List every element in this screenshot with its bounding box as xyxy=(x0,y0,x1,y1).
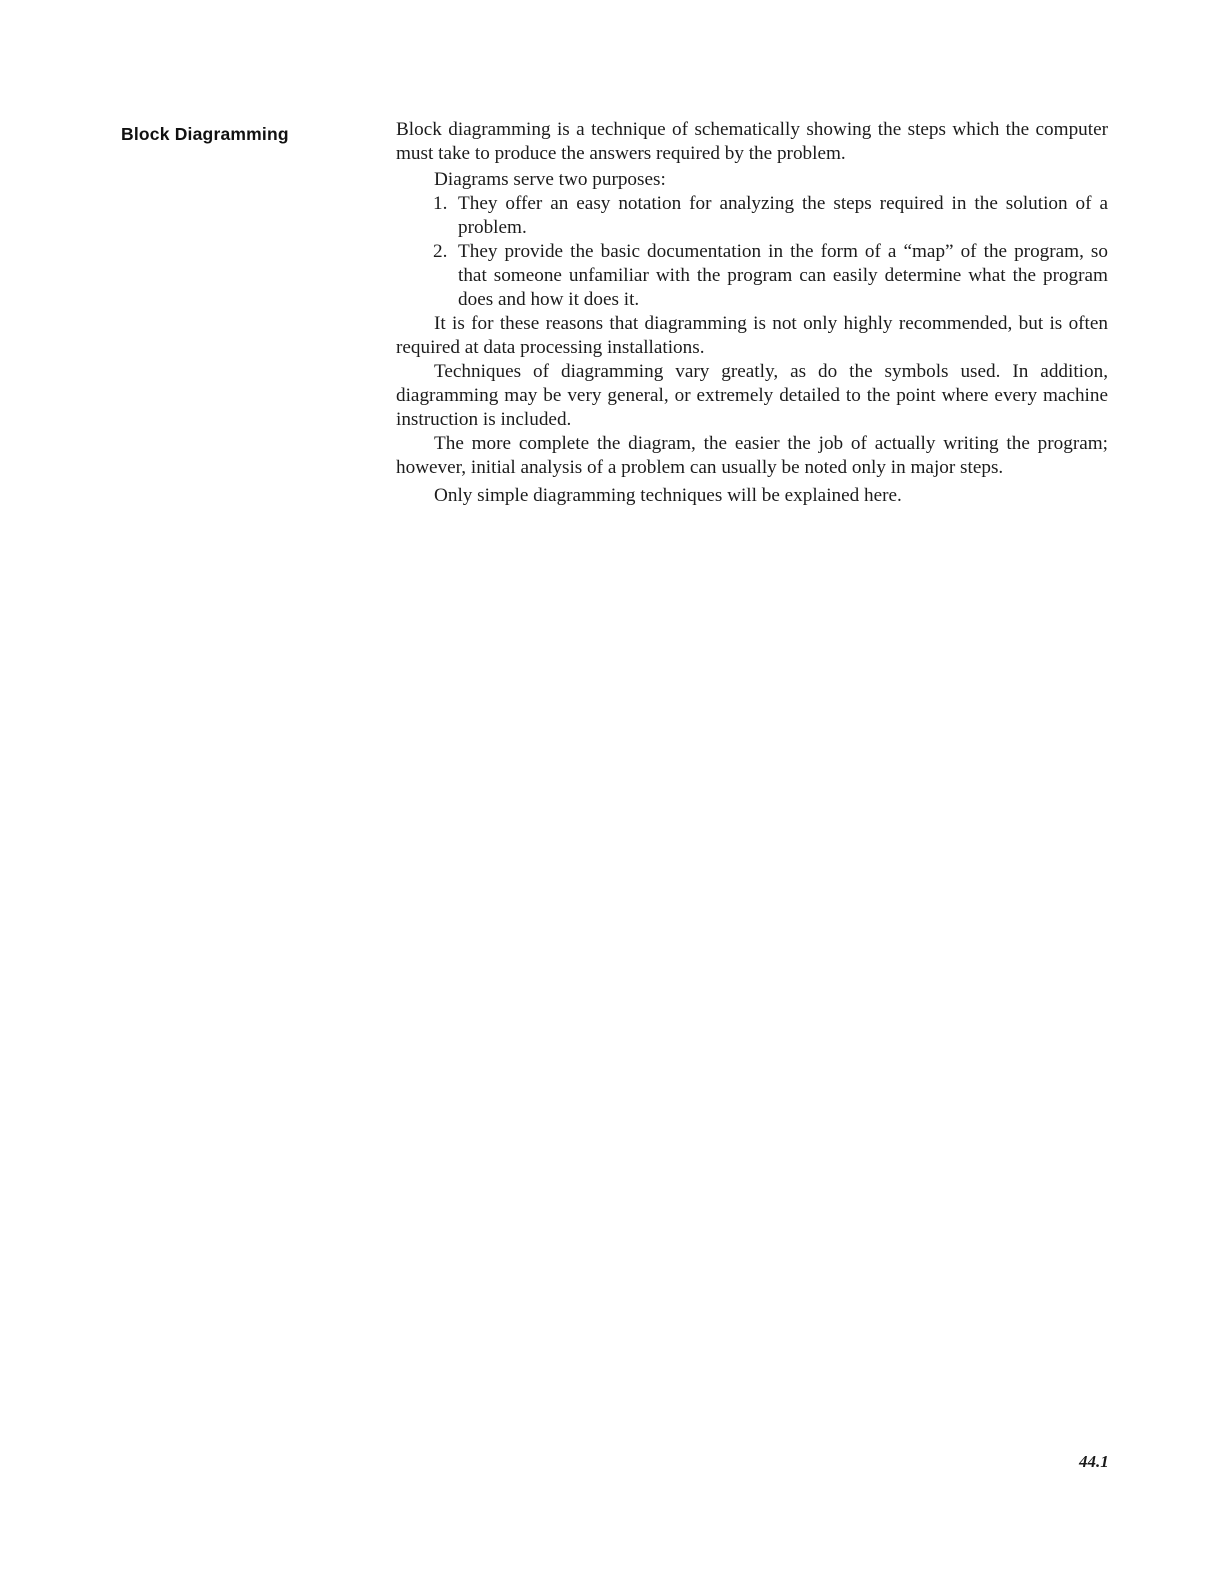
list-item-text: They offer an easy notation for analyzing the steps required in the solution of a problem. xyxy=(458,193,1108,238)
list-item xyxy=(396,192,1108,240)
list-item-number: 1. xyxy=(433,193,448,214)
list-item xyxy=(396,240,1108,312)
intro-paragraph: Block diagramming is a technique of schematically showing the steps which the computer must take to produce the answers required by the problem. xyxy=(396,119,1108,164)
list-item-number: 2. xyxy=(433,241,448,262)
section-heading: Block Diagramming xyxy=(121,124,289,144)
simple-techniques-paragraph: Only simple diagramming techniques will be explained here. xyxy=(434,485,902,506)
purposes-list xyxy=(396,192,1108,312)
purposes-lead-paragraph: Diagrams serve two purposes: xyxy=(434,169,666,190)
page-number: 44.1 xyxy=(1079,1452,1109,1471)
list-item-text: They provide the basic documentation in the form of a “map” of the program, so that someone unfamiliar with the program can easily determine what the program does and how it does it. xyxy=(458,241,1108,310)
reasons-paragraph: It is for these reasons that diagramming is not only highly recommended, but is often required at data processing installations. xyxy=(396,313,1108,358)
techniques-paragraph: Techniques of diagramming vary greatly, as do the symbols used. In addition, diagramming may be very general, or extremely detailed to the point where every machine instruction is included. xyxy=(396,361,1108,430)
complete-diagram-paragraph: The more complete the diagram, the easier the job of actually writing the program; however, initial analysis of a problem can usually be noted only in major steps. xyxy=(396,433,1108,478)
body-text-column xyxy=(396,118,1108,508)
